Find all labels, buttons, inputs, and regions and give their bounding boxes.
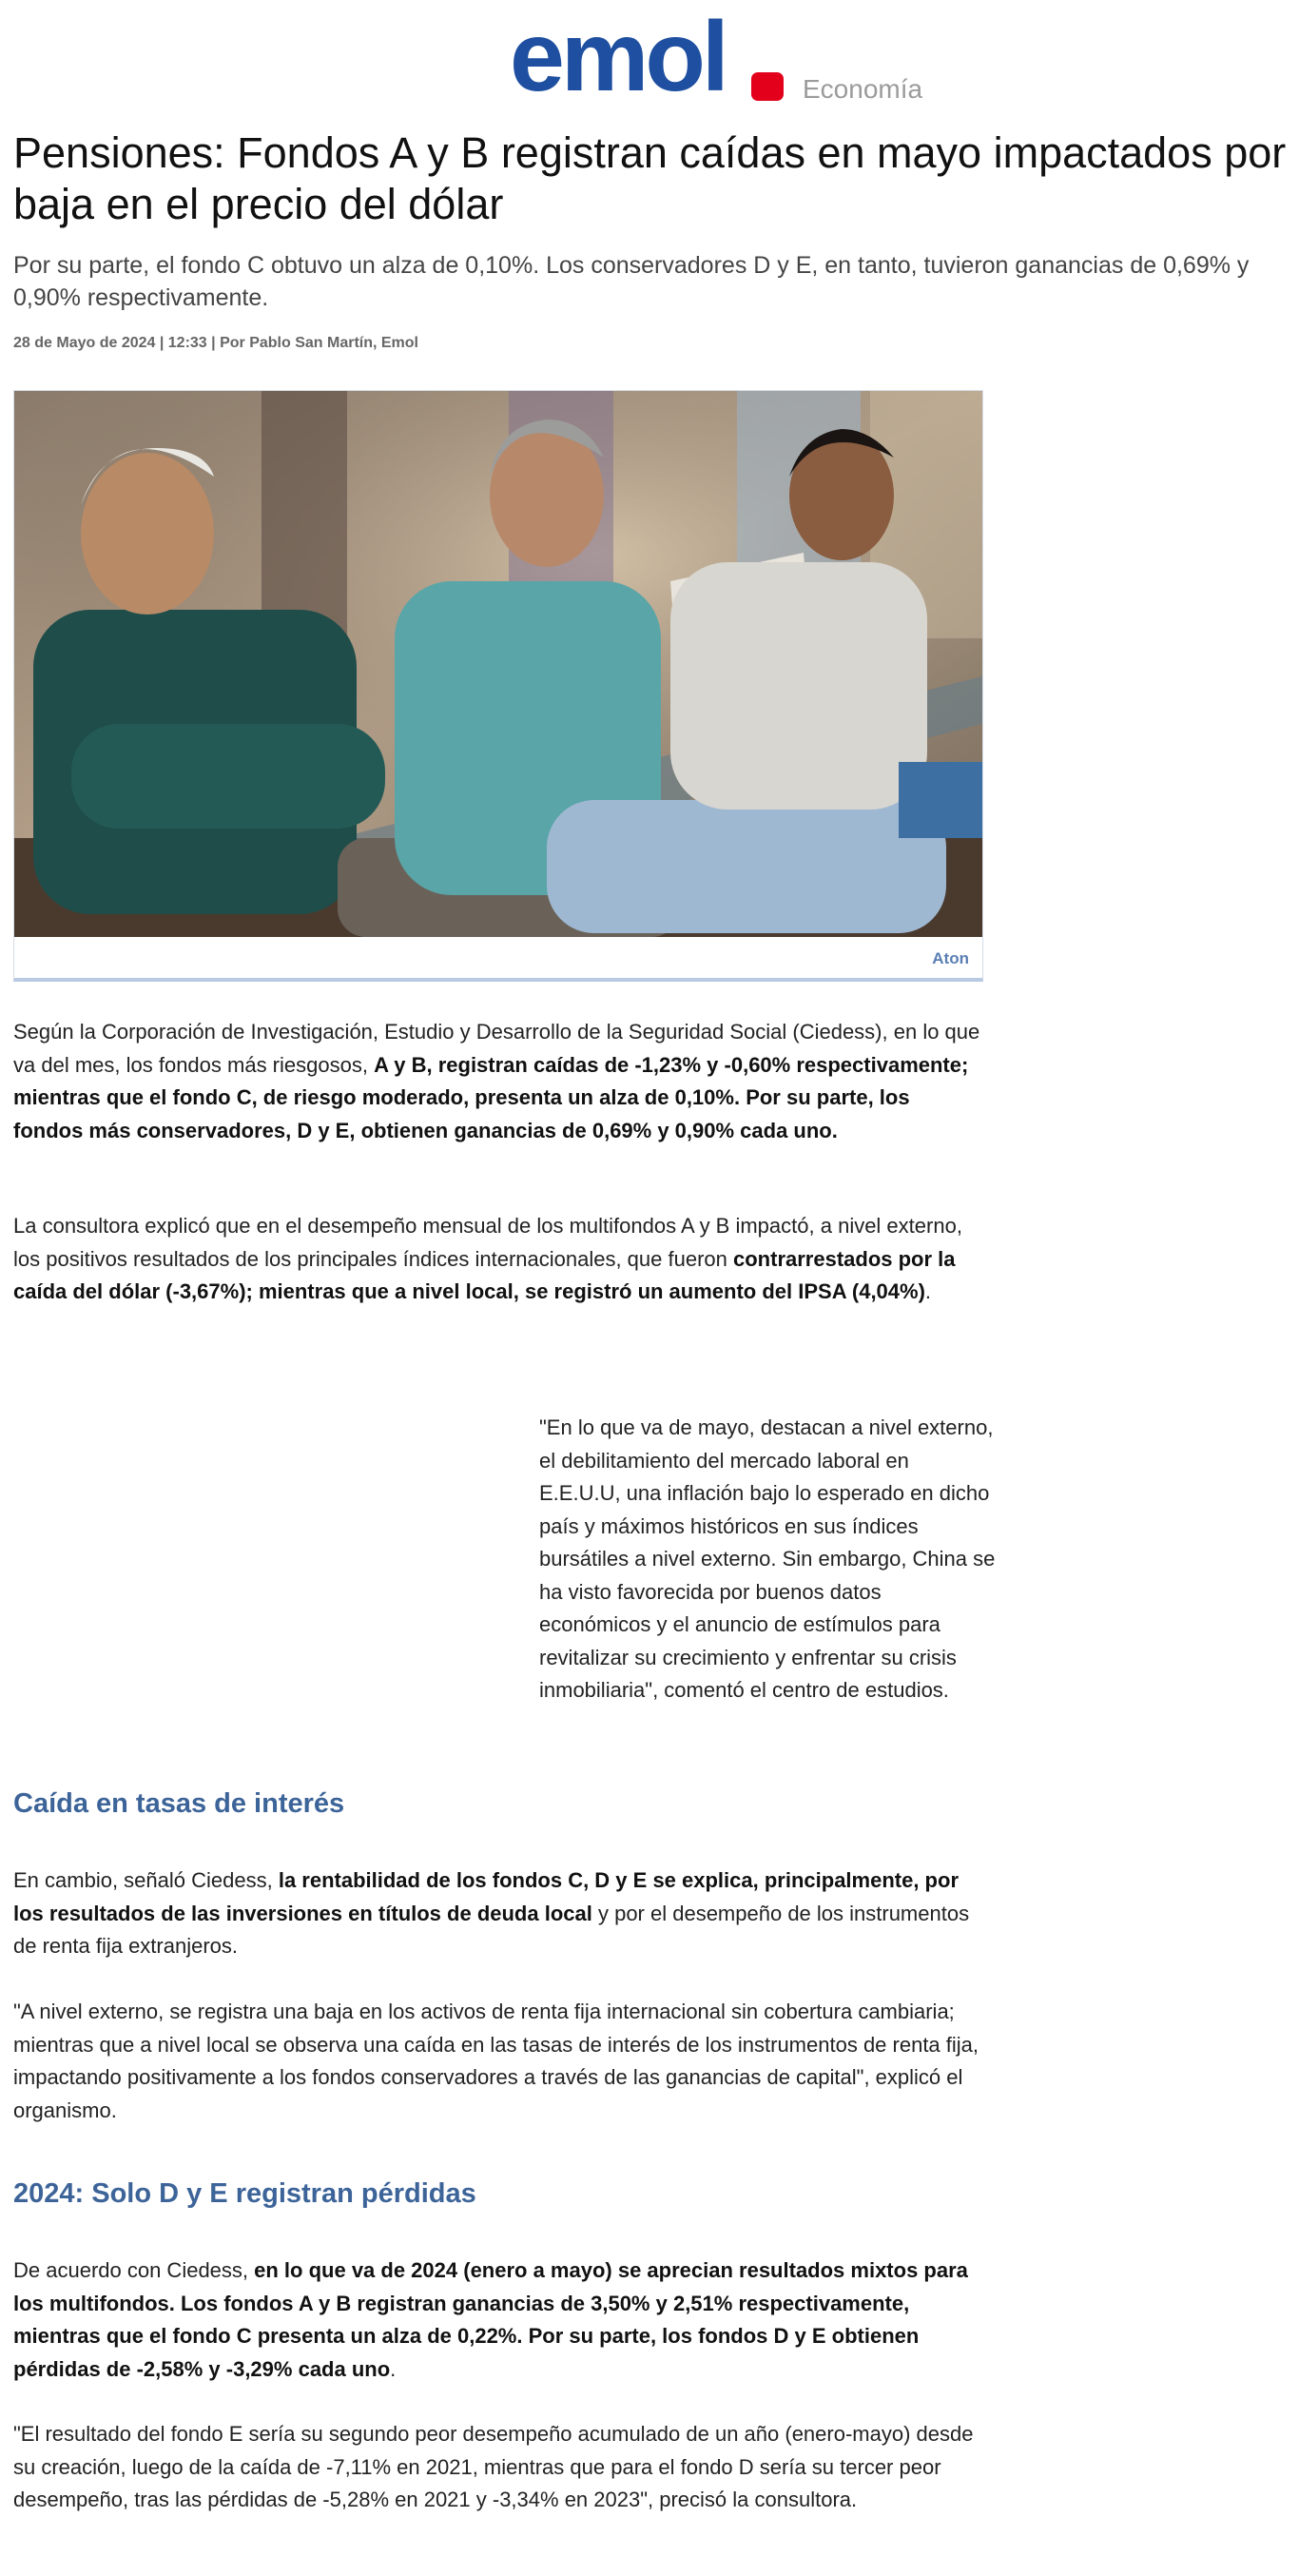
- logo-red-dot-icon: [751, 72, 784, 101]
- paragraph-5-end: .: [390, 2356, 397, 2381]
- paragraph-2-end: .: [924, 1279, 932, 1303]
- paragraph-3-text: En cambio, señaló Ciedess,: [13, 1868, 279, 1892]
- paragraph-1-bold: A y B, registran caídas de -1,23% y -0,60% respectivamente; mientras que el fondo C, de riesgo moderado, presenta un alza de 0,10%. Por su parte, los fondos más conservadores, D y E, obtienen ganancias de 0,69% y 0,90% cada uno.: [13, 1052, 969, 1142]
- article-photo[interactable]: [14, 391, 982, 937]
- paragraph-6: "El resultado del fondo E sería su segundo peor desempeño acumulado de un año (enero-mayo) desde su creación, luego de la caída de -7,11% en 2021, mientras que para el fondo D sería su tercer peor desempeño, tras las pérdidas de -5,28% en 2021 y -3,34% en 2023", precisó la consultora.: [13, 2422, 974, 2511]
- paragraph-3-bold: la rentabilidad de los fondos C, D y E se explica, principalmente, por los resultados de las inversiones en títulos de deuda local: [13, 1868, 959, 1925]
- paragraph-3: [13, 1864, 983, 1963]
- article-figure: [13, 390, 983, 982]
- paragraph-4: "A nivel externo, se registra una baja en los activos de renta fija internacional sin cobertura cambiaria; mientras que a nivel local se observa una caída en las tasas de interés de los instrumentos de renta fija, impactando positivamente a los fondos conservadores a través de las ganancias de capital", explicó el organismo.: [13, 2000, 979, 2122]
- article-headline: Pensiones: Fondos A y B registran caídas en mayo impactados por baja en el precio del dólar: [13, 128, 1287, 228]
- article-byline: 28 de Mayo de 2024 | 12:33 | Por Pablo San Martín, Emol: [13, 335, 418, 351]
- paragraph-2-text: La consultora explicó que en el desempeño mensual de los multifondos A y B impactó, a nivel externo, los positivos resultados de los principales índices internacionales, que fueron: [13, 1214, 962, 1271]
- subtitle-caida-tasas: Caída en tasas de interés: [13, 1788, 345, 1819]
- paragraph-5: [13, 2254, 983, 2386]
- paragraph-1-text: Según la Corporación de Investigación, Estudio y Desarrollo de la Seguridad Social (Ciedess), en lo que va del mes, los fondos más riesgosos,: [13, 1020, 980, 1077]
- paragraph-3-end: y por el desempeño de los instrumentos de renta fija extranjeros.: [13, 1901, 970, 1958]
- paragraph-2: [13, 1210, 983, 1309]
- section-link-economia[interactable]: Economía: [803, 74, 923, 104]
- paragraph-5-text: De acuerdo con Ciedess,: [13, 2258, 255, 2282]
- photo-elderly-men-reading-on-bench-icon: [14, 391, 982, 937]
- masthead: [0, 2, 1299, 112]
- subtitle-2024-perdidas: 2024: Solo D y E registran pérdidas: [13, 2178, 476, 2209]
- paragraph-2-bold: contrarrestados por la caída del dólar (-3,67%); mientras que a nivel local, se registró un aumento del IPSA (4,04%): [13, 1246, 956, 1303]
- pull-quote: "En lo que va de mayo, destacan a nivel externo, el debilitamiento del mercado laboral en E.E.U.U, una inflación bajo lo esperado en dicho país y máximos históricos en sus índices bursátiles a nivel externo. Sin embargo, China se ha visto favorecida por buenos datos económicos y el anuncio de estímulos para revitalizar su crecimiento y enfrentar su crisis inmobiliaria", comentó el centro de estudios.: [539, 1415, 996, 1702]
- paragraph-5-bold: en lo que va de 2024 (enero a mayo) se aprecian resultados mixtos para los multifondos. Los fondos A y B registran ganancias de 3,50% y 2,51% respectivamente, mientras que el fondo C presenta un alza de 0,22%. Por su parte, los fondos D y E obtienen pérdidas de -2,58% y -3,29% cada uno: [13, 2258, 968, 2381]
- emol-logo[interactable]: emol: [510, 2, 726, 112]
- paragraph-1: [13, 1016, 983, 1147]
- photo-credit: Aton: [932, 949, 969, 967]
- article-subhead: Por su parte, el fondo C obtuvo un alza de 0,10%. Los conservadores D y E, en tanto, tuvieron ganancias de 0,69% y 0,90% respectivamente.: [13, 252, 1250, 311]
